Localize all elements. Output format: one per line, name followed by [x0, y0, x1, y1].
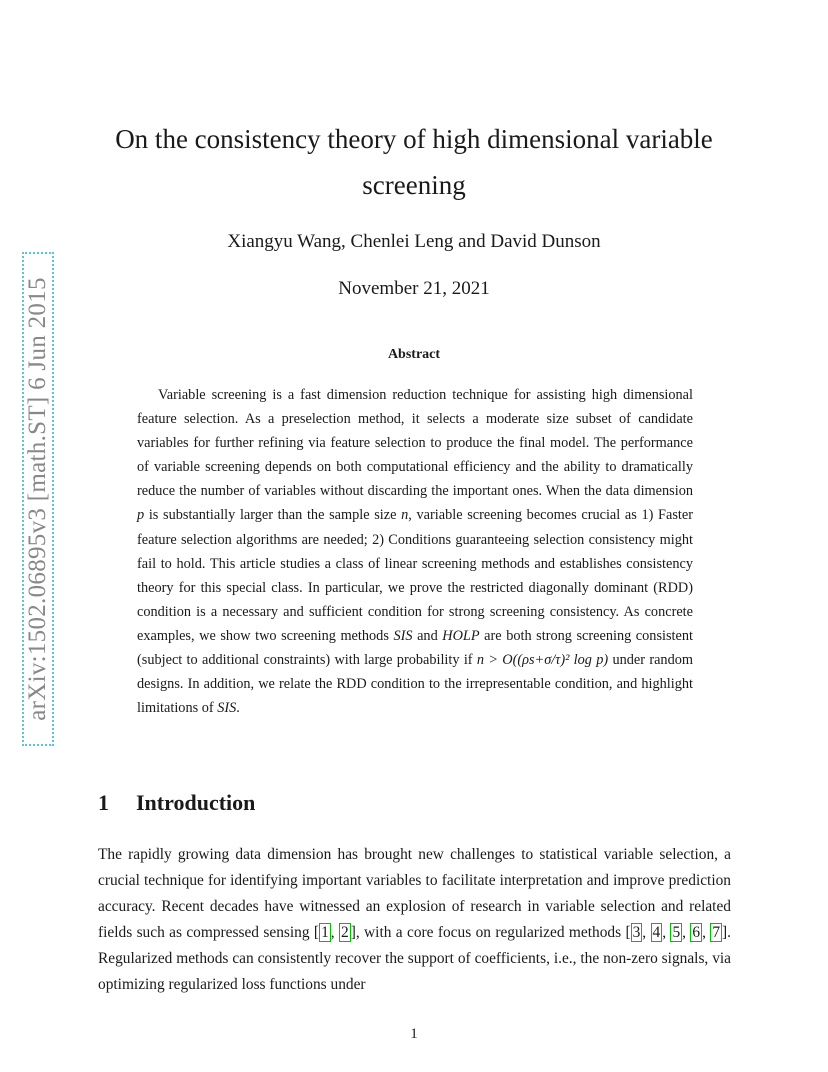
abstract-text-6: under random designs. In addition, we relate the RDD condition to the irrepresentable condition, and highlight limitations of — [137, 652, 693, 717]
citation-link[interactable]: 2 — [341, 924, 349, 942]
section-title: Introduction — [136, 790, 256, 815]
citation-separator: , — [330, 924, 339, 942]
arxiv-id: arXiv:1502.06895v3 [math.ST] 6 Jun 2015 — [24, 277, 52, 721]
method-sis-end: SIS — [217, 700, 237, 717]
citation-separator: , — [642, 924, 651, 942]
citation-link[interactable]: 7 — [712, 924, 721, 942]
abstract-text-5: are both strong screening consistent (subject to additional constraints) with large probability if — [137, 627, 693, 669]
citation-link[interactable]: 1 — [321, 924, 329, 942]
math-var-n: n — [401, 507, 409, 524]
citation-link[interactable]: 4 — [652, 924, 661, 942]
citation-separator: , — [662, 924, 671, 942]
section-heading — [98, 790, 255, 816]
intro-text-2: ], with a core focus on regularized methods [ — [350, 924, 631, 942]
date: November 21, 2021 — [338, 278, 490, 299]
authors: Xiangyu Wang, Chenlei Leng and David Dunson — [227, 231, 601, 252]
abstract-text-7: . — [236, 700, 240, 717]
citation-separator: , — [682, 924, 691, 942]
abstract-body — [137, 383, 693, 720]
citation-link[interactable]: 6 — [692, 924, 701, 942]
title-line-2: screening — [362, 170, 466, 200]
method-holp: HOLP — [442, 627, 480, 644]
citation-separator: , — [702, 924, 711, 942]
abstract-text-4: and — [412, 627, 443, 644]
method-sis: SIS — [393, 627, 413, 644]
intro-paragraph — [98, 842, 731, 999]
paper-title — [80, 116, 748, 208]
title-line-1: On the consistency theory of high dimensional variable — [115, 124, 713, 154]
abstract-heading: Abstract — [387, 347, 441, 362]
citation-link[interactable]: 3 — [632, 924, 641, 942]
abstract-text-3: , variable screening becomes crucial as 1) Faster feature selection algorithms are needed; 2) Conditions guaranteeing selection consistency might fail to hold. This article studies a class of linear screening methods and establishes consistency theory for this special class. In particular, we prove the restricted diagonally dominant (RDD) condition is a necessary and sufficient condition for strong screening consistency. As concrete examples, we show two screening methods — [137, 507, 693, 644]
section-number: 1 — [98, 790, 109, 815]
abstract-text-2: is substantially larger than the sample size — [144, 507, 402, 524]
page-number: 1 — [410, 1026, 418, 1042]
math-var-p: p — [137, 507, 145, 524]
math-formula: n > O((ρs+σ/τ)² log p) — [476, 652, 609, 669]
arxiv-stamp — [22, 252, 54, 746]
intro-text-1: The rapidly growing data dimension has brought new challenges to statistical variable selection, a crucial technique for identifying important variables to facilitate interpretation and improve prediction accuracy. Recent decades have witnessed an explosion of research in variable selection and related fields such as compressed sensing [ — [98, 846, 731, 942]
intro-text-3: ]. Regularized methods can consistently recover the support of coefficients, i.e., the non-zero signals, via optimizing regularized loss functions under — [98, 924, 732, 994]
abstract-text-1: Variable screening is a fast dimension reduction technique for assisting high dimensional feature selection. As a preselection method, it selects a moderate size subset of candidate variables for further refining via feature selection to produce the final model. The performance of variable screening depends on both computational efficiency and the ability to dramatically reduce the number of variables without discarding the important ones. When the data dimension — [137, 387, 693, 500]
citation-link[interactable]: 5 — [672, 924, 681, 942]
